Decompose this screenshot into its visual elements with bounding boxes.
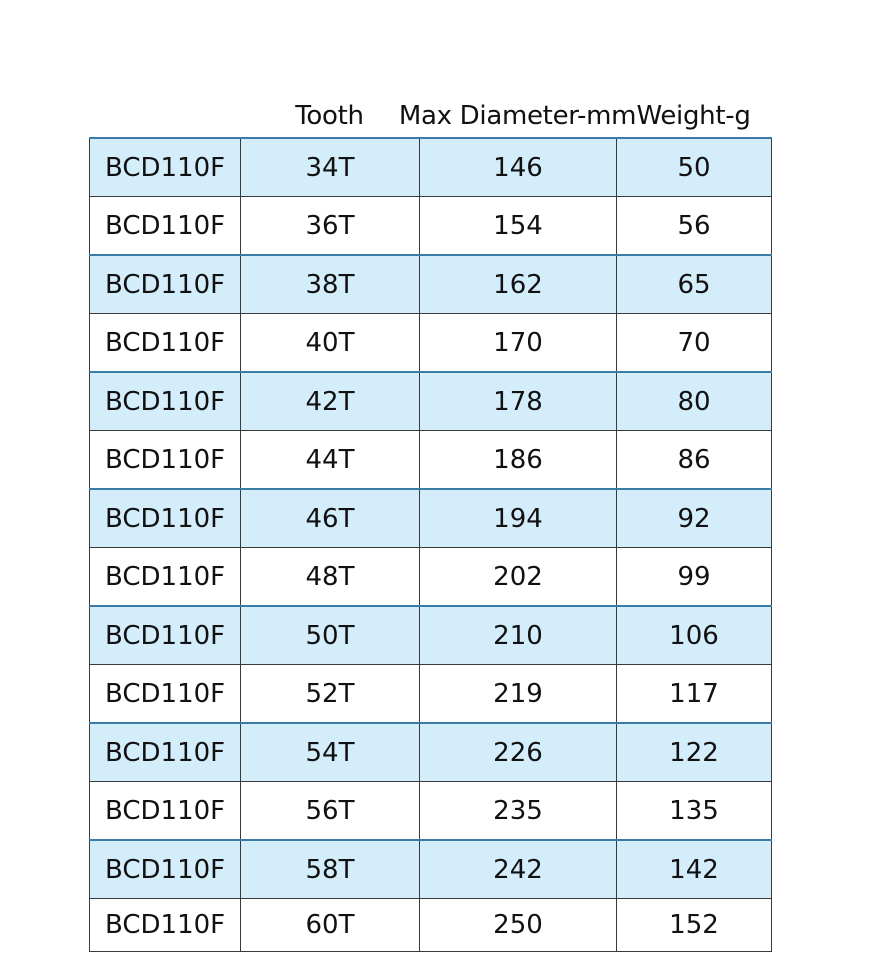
cell-weight: 65 <box>617 255 772 314</box>
table-row <box>90 840 772 899</box>
header-max-diameter: Max Diameter-mm <box>398 101 637 131</box>
cell-model: BCD110F <box>90 665 241 724</box>
cell-model: BCD110F <box>90 840 241 899</box>
table-row <box>90 197 772 256</box>
cell-model: BCD110F <box>90 548 241 607</box>
cell-model: BCD110F <box>90 314 241 373</box>
cell-tooth: 50T <box>241 606 420 665</box>
table-header <box>89 96 771 136</box>
cell-tooth: 58T <box>241 840 420 899</box>
cell-model: BCD110F <box>90 489 241 548</box>
cell-weight: 50 <box>617 138 772 197</box>
table-row <box>90 899 772 952</box>
cell-tooth: 38T <box>241 255 420 314</box>
cell-model: BCD110F <box>90 782 241 841</box>
header-model <box>89 96 240 136</box>
cell-tooth: 44T <box>241 431 420 490</box>
cell-max-diameter: 162 <box>420 255 617 314</box>
cell-model: BCD110F <box>90 723 241 782</box>
cell-tooth: 60T <box>241 899 420 952</box>
table-row <box>90 665 772 724</box>
cell-model: BCD110F <box>90 431 241 490</box>
cell-tooth: 48T <box>241 548 420 607</box>
cell-max-diameter: 186 <box>420 431 617 490</box>
cell-tooth: 40T <box>241 314 420 373</box>
table-row <box>90 431 772 490</box>
cell-max-diameter: 202 <box>420 548 617 607</box>
cell-weight: 117 <box>617 665 772 724</box>
cell-weight: 135 <box>617 782 772 841</box>
cell-weight: 70 <box>617 314 772 373</box>
cell-weight: 80 <box>617 372 772 431</box>
spec-table-body <box>90 138 772 952</box>
cell-weight: 92 <box>617 489 772 548</box>
cell-max-diameter: 235 <box>420 782 617 841</box>
table-row <box>90 489 772 548</box>
cell-max-diameter: 210 <box>420 606 617 665</box>
table-row <box>90 606 772 665</box>
cell-tooth: 54T <box>241 723 420 782</box>
cell-weight: 142 <box>617 840 772 899</box>
cell-weight: 99 <box>617 548 772 607</box>
cell-tooth: 52T <box>241 665 420 724</box>
table-row <box>90 255 772 314</box>
cell-weight: 106 <box>617 606 772 665</box>
cell-model: BCD110F <box>90 255 241 314</box>
table-row <box>90 314 772 373</box>
cell-tooth: 36T <box>241 197 420 256</box>
cell-model: BCD110F <box>90 197 241 256</box>
cell-model: BCD110F <box>90 606 241 665</box>
table-row <box>90 138 772 197</box>
cell-max-diameter: 170 <box>420 314 617 373</box>
cell-tooth: 56T <box>241 782 420 841</box>
cell-tooth: 42T <box>241 372 420 431</box>
cell-model: BCD110F <box>90 899 241 952</box>
header-weight: Weight-g <box>636 101 751 131</box>
cell-tooth: 34T <box>241 138 420 197</box>
cell-weight: 152 <box>617 899 772 952</box>
cell-model: BCD110F <box>90 372 241 431</box>
table-row <box>90 548 772 607</box>
cell-max-diameter: 242 <box>420 840 617 899</box>
cell-weight: 122 <box>617 723 772 782</box>
cell-weight: 86 <box>617 431 772 490</box>
cell-max-diameter: 146 <box>420 138 617 197</box>
cell-weight: 56 <box>617 197 772 256</box>
cell-max-diameter: 226 <box>420 723 617 782</box>
cell-max-diameter: 219 <box>420 665 617 724</box>
cell-model: BCD110F <box>90 138 241 197</box>
cell-max-diameter: 250 <box>420 899 617 952</box>
cell-tooth: 46T <box>241 489 420 548</box>
table-row <box>90 723 772 782</box>
spec-table <box>89 137 772 952</box>
header-tooth: Tooth <box>295 101 364 131</box>
cell-max-diameter: 154 <box>420 197 617 256</box>
table-row <box>90 782 772 841</box>
cell-max-diameter: 194 <box>420 489 617 548</box>
table-row <box>90 372 772 431</box>
cell-max-diameter: 178 <box>420 372 617 431</box>
